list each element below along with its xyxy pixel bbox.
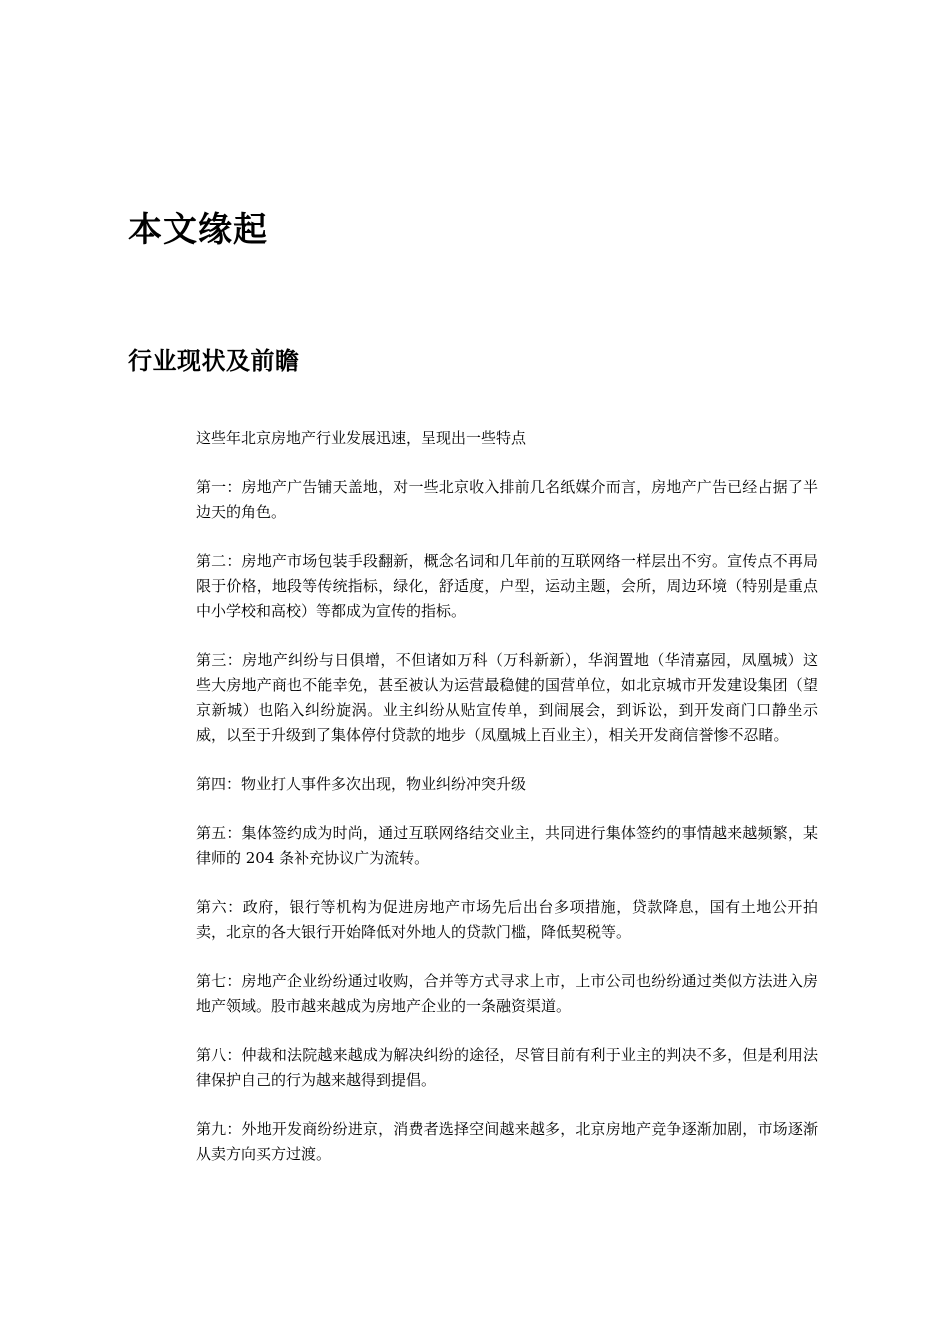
page-title: 本文缘起 (128, 210, 268, 250)
paragraph-point-2: 第二：房地产市场包装手段翻新，概念名词和几年前的互联网络一样层出不穷。宣传点不再局限于价格，地段等传统指标，绿化，舒适度，户型，运动主题，会所，周边环境（特别是重点中小学校和高校）等都成为宣传的指标。 (196, 552, 818, 620)
paragraph-intro: 这些年北京房地产行业发展迅速，呈现出一些特点 (196, 429, 527, 447)
paragraph-point-4: 第四：物业打人事件多次出现，物业纠纷冲突升级 (196, 775, 527, 793)
paragraph-point-1: 第一：房地产广告铺天盖地，对一些北京收入排前几名纸媒介而言，房地产广告已经占据了半边天的角色。 (196, 478, 818, 521)
paragraph-point-5: 第五：集体签约成为时尚，通过互联网络结交业主，共同进行集体签约的事情越来越频繁，某律师的 204 条补充协议广为流转。 (196, 824, 818, 867)
paragraph-point-8: 第八：仲裁和法院越来越成为解决纠纷的途径，尽管目前有利于业主的判决不多，但是利用法律保护自己的行为越来越得到提倡。 (196, 1046, 818, 1089)
paragraph-point-9: 第九：外地开发商纷纷进京，消费者选择空间越来越多，北京房地产竞争逐渐加剧，市场逐渐从卖方向买方过渡。 (196, 1120, 818, 1163)
paragraph-point-6: 第六：政府，银行等机构为促进房地产市场先后出台多项措施，贷款降息，国有土地公开拍卖，北京的各大银行开始降低对外地人的贷款门槛，降低契税等。 (196, 898, 818, 941)
section-body (196, 426, 818, 1191)
section-heading: 行业现状及前瞻 (128, 347, 300, 375)
paragraph-point-3: 第三：房地产纠纷与日俱增，不但诸如万科（万科新新），华润置地（华清嘉园，凤凰城）这些大房地产商也不能幸免，甚至被认为运营最稳健的国营单位，如北京城市开发建设集团（望京新城）也陷入纠纷旋涡。业主纠纷从贴宣传单，到闹展会，到诉讼，到开发商门口静坐示威，以至于升级到了集体停付贷款的地步（凤凰城上百业主），相关开发商信誉惨不忍睹。 (196, 651, 818, 744)
paragraph-point-7: 第七：房地产企业纷纷通过收购，合并等方式寻求上市，上市公司也纷纷通过类似方法进入房地产领域。股市越来越成为房地产企业的一条融资渠道。 (196, 972, 818, 1015)
